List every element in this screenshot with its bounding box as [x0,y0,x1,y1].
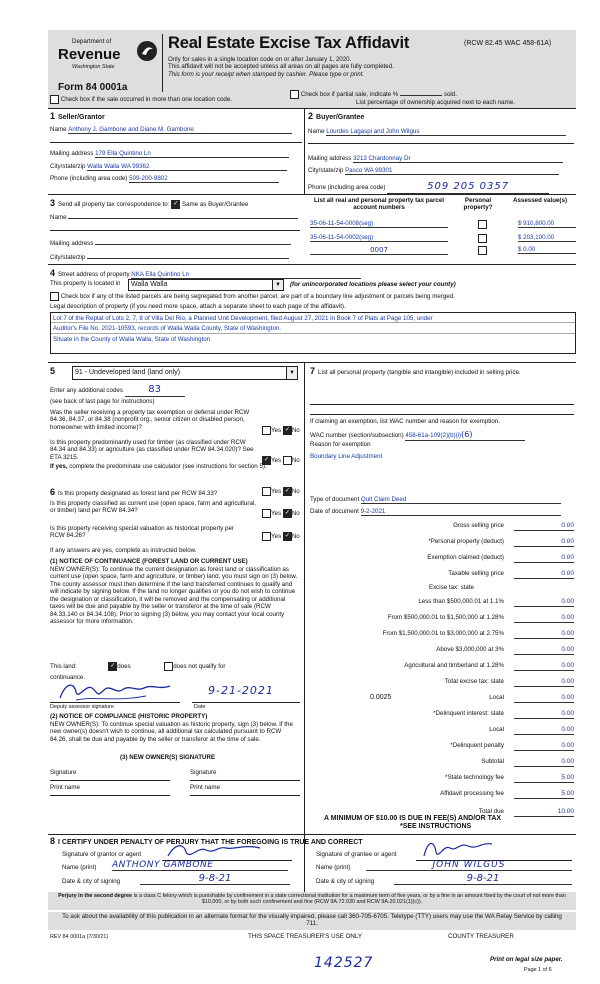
doc-date-row: Date of document 9-2-2021 [310,508,561,516]
legal-line: Situate in the County of Walla Walla, State of Washington [53,335,211,343]
buyer-name-field[interactable]: Lourdes Lagaspi and John Wilgus [326,128,566,136]
grantor-date-field[interactable]: 9-8-21 [140,873,290,885]
legal-line: Lot 7 of the Replat of Lots 2, 7, 8 of Villa Del Rio, a Planned Unit Development, filed August 27, 2021 in Book 7 of Plats at Page 105, under [51,313,575,323]
seller-mailing-field[interactable]: 179 Ella Quintino Ln [95,150,289,158]
doc-date-field[interactable]: 9-2-2021 [361,508,561,516]
see-instructions: *SEE INSTRUCTIONS [400,823,472,830]
partial-percent-field[interactable] [400,95,442,96]
dept-label: Department of [72,38,112,45]
if-any-note: If any answers are yes, complete as instructed below. [50,547,197,554]
s6q2-yes-checkbox[interactable] [262,509,271,518]
grantee-name-label: Name (print) [316,864,351,871]
corr-name-row: Name [50,214,298,221]
corr-city-row: City/state/zip [50,254,289,261]
s6q3-yes-checkbox[interactable] [262,532,271,541]
tax-row: From $500,000.01 to $1,500,000 at 1.28% 0.00 [387,614,574,621]
partial-sale-checkbox[interactable] [290,90,299,99]
tax-row: *Delinquent interest: state 0.00 [433,710,574,717]
parcel-number-field[interactable]: 35-06-11-54-0008(seg) [310,220,448,228]
parcel-number-field[interactable]: 0007 [310,246,448,255]
seller-mailing-row: Mailing address 179 Ella Quintino Ln [50,150,289,158]
grantee-name-field[interactable]: JOHN WILGUS [366,860,572,871]
assessor-sig-label: Deputy assessor signature [50,704,114,710]
seller-name-row: Name Anthony J. Gambone and Diane M. Gambone [50,126,300,134]
new-owner-print-label: Print name [50,784,80,791]
personal-col-header: Personal property? [463,197,493,212]
delinquent-interest-field[interactable]: 0.00 [514,710,574,719]
see-back-note: (see back of last page for instructions) [50,398,155,405]
corr-mailing-field[interactable] [95,244,291,245]
legal-line: Auditor's File No. 2021-10593, records of Walla Walla County, State of Washington. [51,323,575,333]
delinquent-local-field[interactable]: 0.00 [514,726,574,735]
parcel-row [310,220,576,231]
new-owner-sig-label: Signature [190,769,217,776]
parcel-row [310,234,576,245]
tax-row: Local 0.00 [489,726,574,733]
tax-row: Agricultural and timberland at 1.28% 0.00 [404,662,574,669]
notice1-text: NEW OWNER(S): To continue the current designation as forest land or classification as current use (open space, farm and agriculture, or timber) land, you must sign on (3) below. The county assessor must then determine if the land transferred continues to qualify and will indicate by signing below. If the land no longer qualifies or you do not wish to continue the designation or classification, it will be removed and the compensating or additional taxes will be due and payable by the seller or transferor at the time of sale (RCW 84.33.140 or 84.34.108). Prior to signing (3) below, you may contact your local county assessor for more information. [50,566,298,626]
assessed-value-field[interactable]: $ 0.00 [518,246,576,254]
parcel-row [310,246,576,257]
assessed-value-field[interactable]: $ 203,100.00 [518,234,576,242]
grantee-sig-label: Signature of grantee or agent [316,851,397,858]
notice2-title: (2) NOTICE OF COMPLIANCE (HISTORIC PROPERTY) [50,713,208,720]
page-number: Page 1 of 6 [524,967,552,973]
parcel-col-header: List all real and personal property tax parcel account numbers [314,197,444,212]
grantor-name-label: Name (print) [62,864,97,871]
perjury-text: Perjury in the second degree is a class C felony which is punishable by confinement in a state correctional institution for a maximum term of five years, or by a fine in an amount fixed by the court of not more than $10,000, or by both such confinement and fine (RCW 9A.72.030 and RCW 9A.20.021(1)(c)). [58,893,566,906]
assessor-date-field[interactable]: 9-21-2021 [208,684,274,697]
grantee-date-label: Date & city of signing [316,878,375,885]
q2-yes-checkbox[interactable]: ✓ [263,457,270,463]
continuance-label: continuance. [50,674,86,681]
street-row: 4 Street address of property NKA Ella Quintino Ln [50,268,361,279]
tax-row: *Delinquent penalty 0.00 [450,742,574,749]
assessed-value-field[interactable]: $ 910,800.00 [518,220,576,228]
reason-field[interactable]: Boundary Line Adjustment [310,453,383,460]
current-use-question: Is this property classified as current use (open space, farm and agricultural, or timber) land per RCW 84.34? [50,500,257,515]
tax-calc-table [310,520,574,850]
q2-yes-no: ✓ Yes No [263,457,300,465]
subtotal-field[interactable]: 0.00 [514,758,574,767]
buyer-city-row: City/state/zip Pasco WA 99301 [308,167,559,175]
s6q3-no-checkbox[interactable]: ✓ [284,533,290,539]
tax-row: *State technology fee 5.00 [445,774,574,781]
assessed-col-header: Assessed value(s) [513,197,567,204]
form-number: Form 84 0001a [58,82,128,93]
total-state-field[interactable]: 0.00 [514,678,574,687]
tax-row: Exemption claimed (deduct) 0.00 [427,554,574,561]
revision-label: REV 84 0001a (7/30/21) [50,934,109,940]
delinquent-penalty-field[interactable]: 0.00 [514,742,574,751]
multi-location-check[interactable]: Check box if the sale occurred in more than one location code. [50,95,232,104]
q1-yes-no: Yes ✓ No [262,426,300,435]
q1-no-checkbox[interactable]: ✓ [284,427,290,433]
exemption-label: If claiming an exemption, list WAC number and reason for exemption. [310,418,500,425]
grantor-signature [164,840,274,862]
rcw-reference: (RCW 82.45 WAC 458-61A) [464,40,552,47]
s6q1-yes-no: Yes ✓ No [262,487,300,496]
section5-number: 5 [50,366,56,376]
form-title: Real Estate Excise Tax Affidavit [168,34,410,52]
additional-codes-field[interactable]: 83 [125,384,185,397]
s6q2-yes-no: Yes ✓ No [262,509,300,518]
grantee-signature [420,838,500,862]
buyer-mailing-row: Mailing address 3213 Chardonnay Dr [308,155,563,163]
new-owner-sig-label: Signature [50,769,77,776]
header-notes [168,56,394,78]
corr-mailing-row: Mailing address [50,240,291,247]
doc-type-row: Type of document Quit Claim Deed [310,496,561,504]
this-land-row: This land: ✓ does does not qualify for [50,663,226,671]
grantor-sig-label: Signature of grantor or agent [62,851,142,858]
tax-row: Gross selling price 0.00 [453,522,574,529]
gross-price-field[interactable]: 0.00 [514,522,574,531]
land-use-select[interactable]: 91 - Undeveloped land (land only) ▼ [72,366,298,380]
grantee-date-field[interactable]: 9-8-21 [394,873,572,885]
ownership-note: List percentage of ownership acquired next to each name. [356,99,515,106]
street-address-field[interactable]: NKA Ella Quintino Ln [131,271,361,279]
grantor-name-field[interactable]: ANTHONY GAMBONE [112,860,288,871]
seller-heading: 1 Seller/Grantor [50,111,105,121]
exemption-deduct-field[interactable]: 0.00 [514,554,574,563]
assessor-date-label: Date [194,704,206,710]
does-not-checkbox[interactable] [164,662,173,671]
buyer-city-field[interactable]: Pasco WA 99301 [345,167,559,175]
personal-property-checkbox[interactable] [478,246,487,255]
segregated-checkbox[interactable] [50,292,59,301]
notice1-title: (1) NOTICE OF CONTINUANCE (FOREST LAND OR CURRENT USE) [50,558,248,565]
tax-row: 0.0025 Local 0.00 [370,694,574,701]
personal-property-checkbox[interactable] [478,220,487,229]
personal-property-list: 7 List all personal property (tangible and intangible) included in selling price. [310,366,521,376]
doc-type-field[interactable]: Quit Claim Deed [361,496,561,504]
buyer-mailing-field[interactable]: 3213 Chardonnay Dr [353,155,563,163]
q1-yes-checkbox[interactable] [262,426,271,435]
minimum-note: A MINIMUM OF $10.00 IS DUE IN FEE(S) AND/OR TAX [324,815,502,822]
treasurer-use-label: THIS SPACE TREASURER'S USE ONLY [248,933,362,940]
processing-fee-field[interactable]: 5.00 [514,790,574,799]
tax-row: Excise tax: state [428,584,474,591]
revenue-logo-icon [136,40,158,62]
tax-row: Subtotal 0.00 [481,758,574,765]
notice2-text: NEW OWNER(S): To continue special valuation as historic property, sign (3) below. If the new owner(s) doesn't wish to continue, all additional tax calculated pursuant to RCW 84.26, shall be due and payable by the seller or transferor at the time of sale. [50,721,293,743]
legal-label: Legal description of property (if you need more space, attach a separate sheet to each page of the affidavit). [50,303,346,310]
correspondence-row: 3 Send all property tax correspondence to: ✓ Same as Buyer/Grantee [50,198,249,208]
located-row: This property is located in [50,280,121,287]
tax-row: From $1,500,000.01 to $3,000,000 at 2.75% 0.00 [382,630,574,637]
new-owner-print-label: Print name [190,784,220,791]
tier1-field[interactable]: 0.00 [514,598,574,607]
timber-question: Is this property predominantly used for timber (as classified under RCW 84.34 and 84.33) or agriculture (as classified under RCW 84.34.020)? See ETA 3215. [50,439,254,461]
partial-sale-check[interactable]: Check box if partial sale, indicate % sold. [290,90,457,99]
parcel-number-field[interactable]: 35-06-11-54-0002(seg) [310,234,448,242]
assessor-signature [56,678,176,704]
tax-row: Total excise tax: state 0.00 [444,678,574,685]
notice3-title: (3) NEW OWNER(S) SIGNATURE [120,754,216,761]
tax-row: Taxable selling price 0.00 [448,570,574,577]
taxable-price-field[interactable]: 0.00 [514,570,574,579]
s6q1-no-checkbox[interactable]: ✓ [284,488,290,494]
seller-phone-field[interactable]: 509-200-9802 [129,175,279,183]
reason-label: Reason for exemption [310,441,371,448]
tier3-field[interactable]: 0.00 [514,630,574,639]
personal-property-checkbox[interactable] [478,234,487,243]
technology-fee-field[interactable]: 5.00 [514,774,574,783]
tier2-field[interactable]: 0.00 [514,614,574,623]
stamp-number: 142527 [314,955,374,971]
tax-row: Total due 10.00 [478,808,574,815]
seller-phone-row: Phone (including area code) 509-200-9802 [50,175,279,183]
tax-row: Above $3,000,000 at 3% 0.00 [436,646,574,653]
located-note: (for unincorporated locations please select your county) [290,281,456,288]
buyer-phone-field[interactable]: 509 205 0357 [387,181,549,194]
tax-row: *Personal property (deduct) 0.00 [428,538,574,545]
s6q3-yes-no: Yes ✓ No [262,532,300,541]
total-due-field[interactable]: 10.00 [514,808,574,817]
dor-logo [54,36,160,82]
county-treasurer-label: COUNTY TREASURER [448,933,514,940]
s6q1-yes-checkbox[interactable] [262,487,271,496]
county-select[interactable]: Walla Walla ▼ [128,279,284,291]
exemption-question: Was the seller receiving a property tax exemption or deferral under RCW 84.36, 84.37, or 84.38 (nonprofit org., senior citizen or disabled person, homeowner with limited income)? [50,409,250,431]
dept-name: Revenue [58,46,121,63]
predominate-use-note: If yes, complete the predominate use calculator (see instructions for section 5). [50,463,267,470]
legal-description-box[interactable] [50,312,576,354]
grantor-date-label: Date & city of signing [62,878,121,885]
state-label: Washington State [72,64,115,70]
corr-name-field[interactable] [68,218,298,219]
header-note: This form is your receipt when stamped by cashier. Please type or print. [168,70,365,78]
tax-row: Less than $500,000.01 at 1.1% 0.00 [418,598,574,605]
personal-deduct-field[interactable]: 0.00 [514,538,574,547]
same-as-buyer-checkbox[interactable]: ✓ [173,200,179,207]
chevron-down-icon[interactable]: ▼ [272,280,283,290]
agri-field[interactable]: 0.00 [514,662,574,671]
additional-codes-row: Enter any additional codes 83 [50,384,185,397]
multi-location-checkbox[interactable] [50,95,59,104]
segregated-check[interactable]: Check box if any of the listed parcels are being segregated from another parcel, are part of a boundary line adjustment or parcels being merged. [50,292,455,301]
tax-row: Affidavit processing fee 5.00 [440,790,574,797]
wac-field[interactable]: 458-61a-109(2)(b)(i)(6) [405,430,525,441]
header-note: This affidavit will not be accepted unless all areas on all pages are fully completed. [168,63,394,71]
seller-name-field[interactable]: Anthony J. Gambone and Diane M. Gambone [68,126,292,134]
buyer-phone-row: Phone (including area code) 509 205 0357 [308,181,549,194]
chevron-down-icon[interactable]: ▼ [286,367,297,379]
tier4-field[interactable]: 0.00 [514,646,574,655]
seller-city-row: City/state/zip Walla Walla WA 99362 [50,163,287,171]
does-checkbox[interactable]: ✓ [110,663,116,669]
legal-paper-note: Print on legal size paper. [490,956,563,963]
buyer-name-row: Name Lourdes Lagaspi and John Wilgus [308,128,566,136]
seller-city-field[interactable]: Walla Walla WA 99362 [87,163,287,171]
forest-question: 6 Is this property designated as forest land per RCW 84.33? [50,487,218,497]
certify-row: 8 I CERTIFY UNDER PENALTY OF PERJURY THAT THE FOREGOING IS TRUE AND CORRECT [50,836,363,846]
accessibility-note: To ask about the availability of this publication in an alternate format for the visually impaired, please call 360-705-6705. Teletype (TTY) users may use the WA Relay Service by calling 711. [62,913,562,928]
corr-city-field[interactable] [87,258,289,259]
local-field[interactable]: 0.00 [514,694,574,703]
historic-question: Is this property receiving special valuation as historical property per RCW 84.26? [50,525,234,540]
buyer-heading: 2 Buyer/Grantee [308,111,365,121]
s6q2-no-checkbox[interactable]: ✓ [284,510,290,516]
header-note: Only for sales in a single location code on or after January 1, 2020. [168,56,352,63]
wac-row: WAC number (section/subsection) 458-61a-109(2)(b)(i)(6) [310,430,525,441]
